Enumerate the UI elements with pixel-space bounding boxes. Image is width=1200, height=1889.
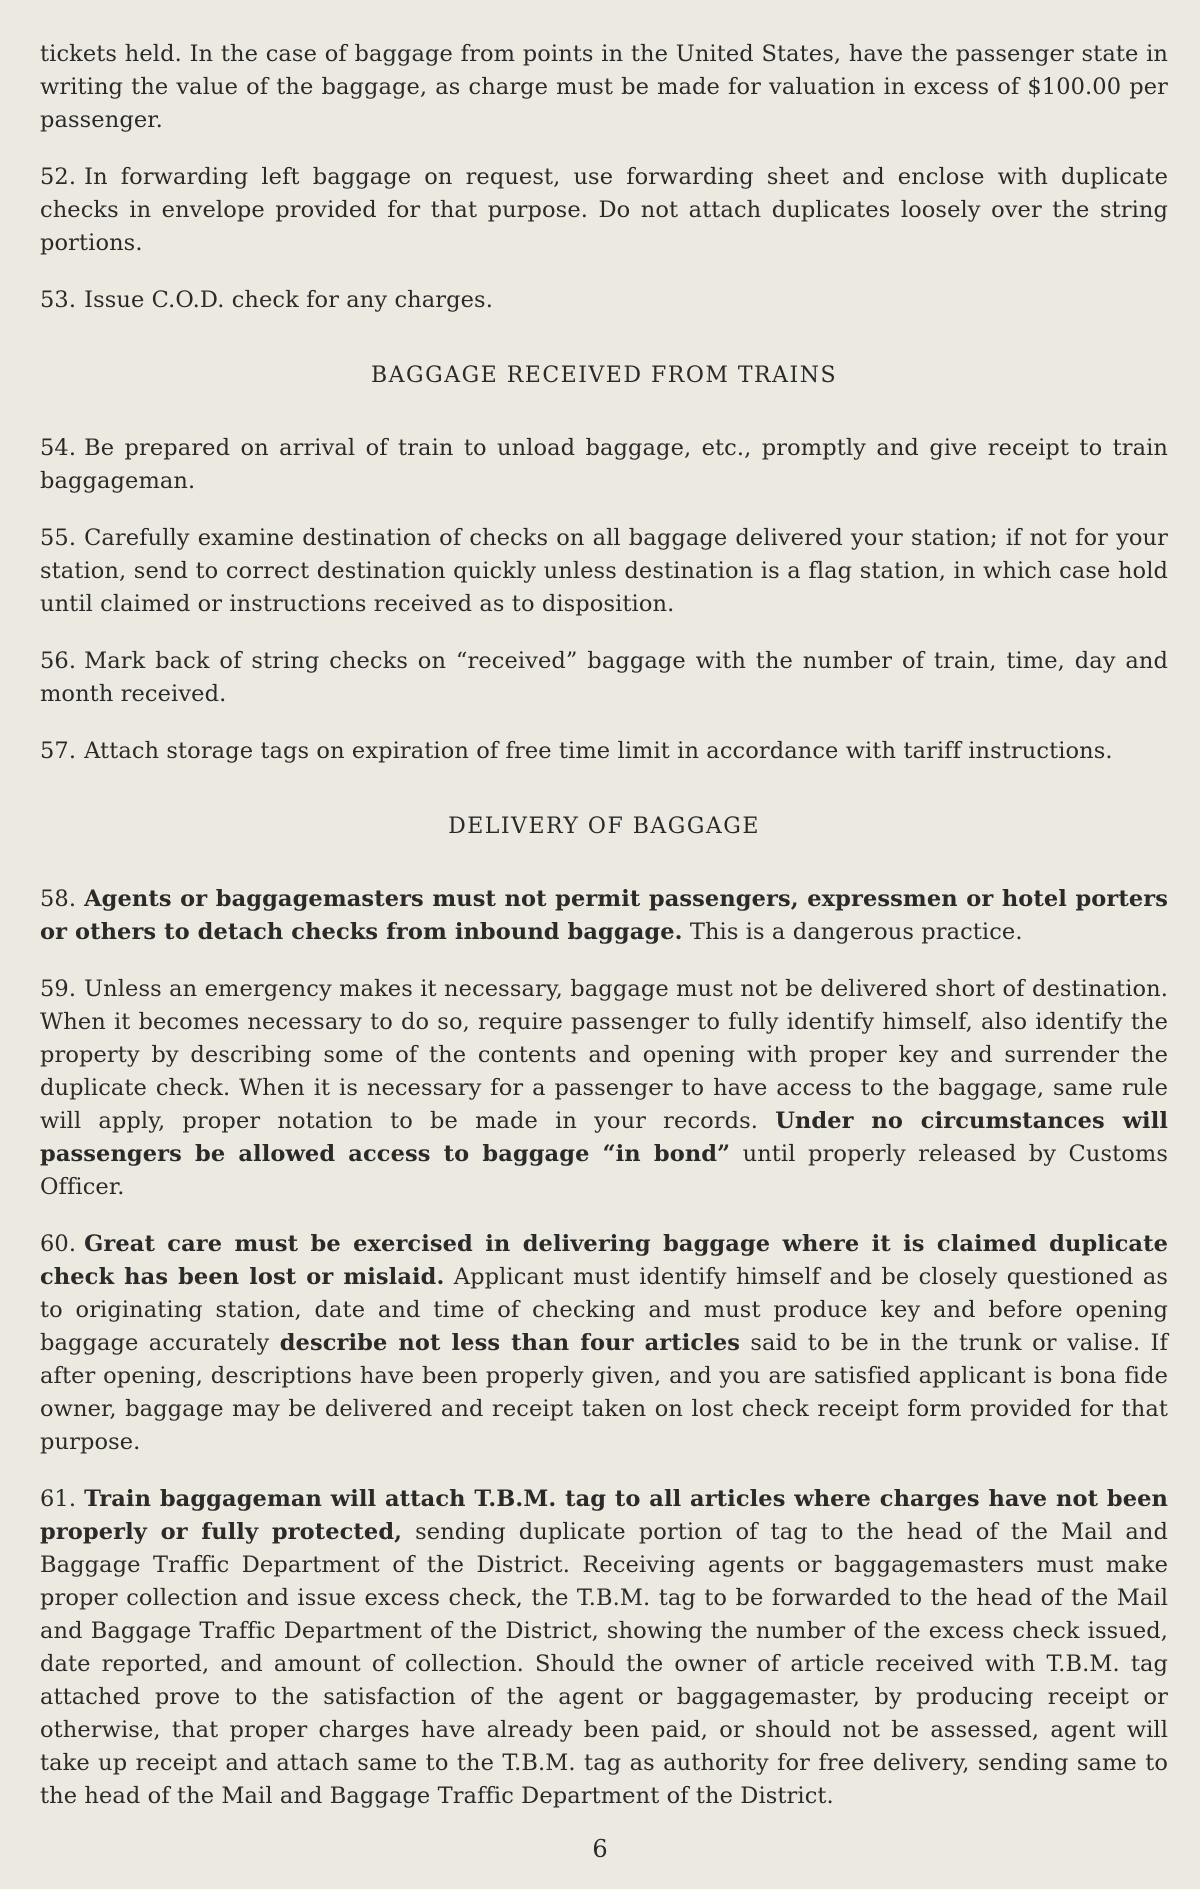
paragraph-54 <box>40 432 1168 498</box>
paragraph-58 <box>40 883 1168 949</box>
paragraph-number: 60. <box>40 1231 77 1257</box>
section-heading-delivery: DELIVERY OF BAGGAGE <box>448 814 760 839</box>
paragraph-bold-text: Under no circumstances will passengers be allowed access to baggage “in bond” <box>40 1108 1168 1167</box>
paragraph-56 <box>40 645 1168 711</box>
paragraph-text: sending duplicate portion of tag to the head of the Mail and Baggage Traffic Department of the District. Receiving agents or baggagemasters must make proper collection and issue excess check, the T.B.M. tag to be forwarded to the head of the Mail and Baggage Traffic Department of the District, showing the number of the excess check issued, date reported, and amount of collection. Should the owner of article received with T.B.M. tag attached prove to the satisfaction of the agent or baggagemaster, by producing receipt or otherwise, that proper charges have already been paid, or should not be assessed, agent will take up receipt and attach same to the T.B.M. tag as authority for free delivery, sending same to the head of the Mail and Baggage Traffic Department of the District. <box>40 1519 1168 1809</box>
paragraph-bold-text-2: describe not less than four articles <box>279 1330 741 1356</box>
paragraph-number: 59. <box>40 976 77 1002</box>
paragraph-text: This is a dangerous practice. <box>689 919 1023 945</box>
paragraph-55 <box>40 522 1168 621</box>
paragraph-51-continued: tickets held. In the case of baggage from points in the United States, have the passenger state in writing the value of the baggage, as charge must be made for valuation in excess of $100.00 per passenger. <box>40 41 1168 133</box>
paragraph-number: 57. <box>40 738 77 764</box>
paragraph-bold-text: Great care must be exercised in delivering baggage where it is claimed duplicate check has been lost or mislaid. <box>40 1231 1168 1290</box>
paragraph-number: 55. <box>40 525 77 551</box>
paragraph-text: Unless an emergency makes it necessary, baggage must not be delivered short of destination. When it becomes necessary to do so, require passenger to fully identify himself, also identify the property by describing some of the contents and opening with proper key and surrender the duplicate check. When it is necessary for a passenger to have access to the baggage, same rule will apply, proper notation to be made in your records. <box>40 976 1168 1134</box>
paragraph-bold-text: Agents or baggagemasters must not permit passengers, expressmen or hotel porters or others to detach checks from inbound baggage. <box>40 886 1168 945</box>
section-heading-baggage-received: BAGGAGE RECEIVED FROM TRAINS <box>370 363 838 388</box>
paragraph-text: Issue C.O.D. check for any charges. <box>84 287 493 313</box>
paragraph-57 <box>40 735 1168 768</box>
paragraph-text-2: until properly released by Customs Officer. <box>40 1141 1168 1200</box>
paragraph-number: 58. <box>40 886 77 912</box>
paragraph-61 <box>40 1483 1168 1813</box>
paragraph-text: Attach storage tags on expiration of free time limit in accordance with tariff instructions. <box>84 738 1113 764</box>
paragraph-number: 56. <box>40 648 77 674</box>
paragraph-text: In forwarding left baggage on request, use forwarding sheet and enclose with duplicate checks in envelope provided for that purpose. Do not attach duplicates loosely over the string portions. <box>40 164 1168 256</box>
paragraph-text: Mark back of string checks on “received” baggage with the number of train, time, day and month received. <box>40 648 1168 707</box>
paragraph-text-2: said to be in the trunk or valise. If after opening, descriptions have been properly given, and you are satisfied applicant is bona fide owner, baggage may be delivered and receipt taken on lost check receipt form provided for that purpose. <box>40 1330 1168 1455</box>
paragraph-number: 52. <box>40 164 77 190</box>
paragraph-bold-text: Train baggageman will attach T.B.M. tag to all articles where charges have not been properly or fully protected, <box>40 1486 1168 1545</box>
paragraph-text: Carefully examine destination of checks on all baggage delivered your station; if not for your station, send to correct destination quickly unless destination is a flag station, in which case hold until claimed or instructions received as to disposition. <box>40 525 1168 617</box>
paragraph-number: 61. <box>40 1486 77 1512</box>
paragraph-number: 54. <box>40 435 77 461</box>
paragraph-52 <box>40 161 1168 260</box>
paragraph-59 <box>40 973 1168 1204</box>
paragraph-text: Applicant must identify himself and be closely questioned as to originating station, date and time of checking and must produce key and before opening baggage accurately <box>40 1264 1168 1356</box>
paragraph-60 <box>40 1228 1168 1459</box>
document-page <box>40 38 1168 1837</box>
paragraph-text: Be prepared on arrival of train to unload baggage, etc., promptly and give receipt to train baggageman. <box>40 435 1168 494</box>
page-number: 6 <box>592 1835 608 1863</box>
paragraph-53 <box>40 284 1168 317</box>
paragraph-number: 53. <box>40 287 77 313</box>
